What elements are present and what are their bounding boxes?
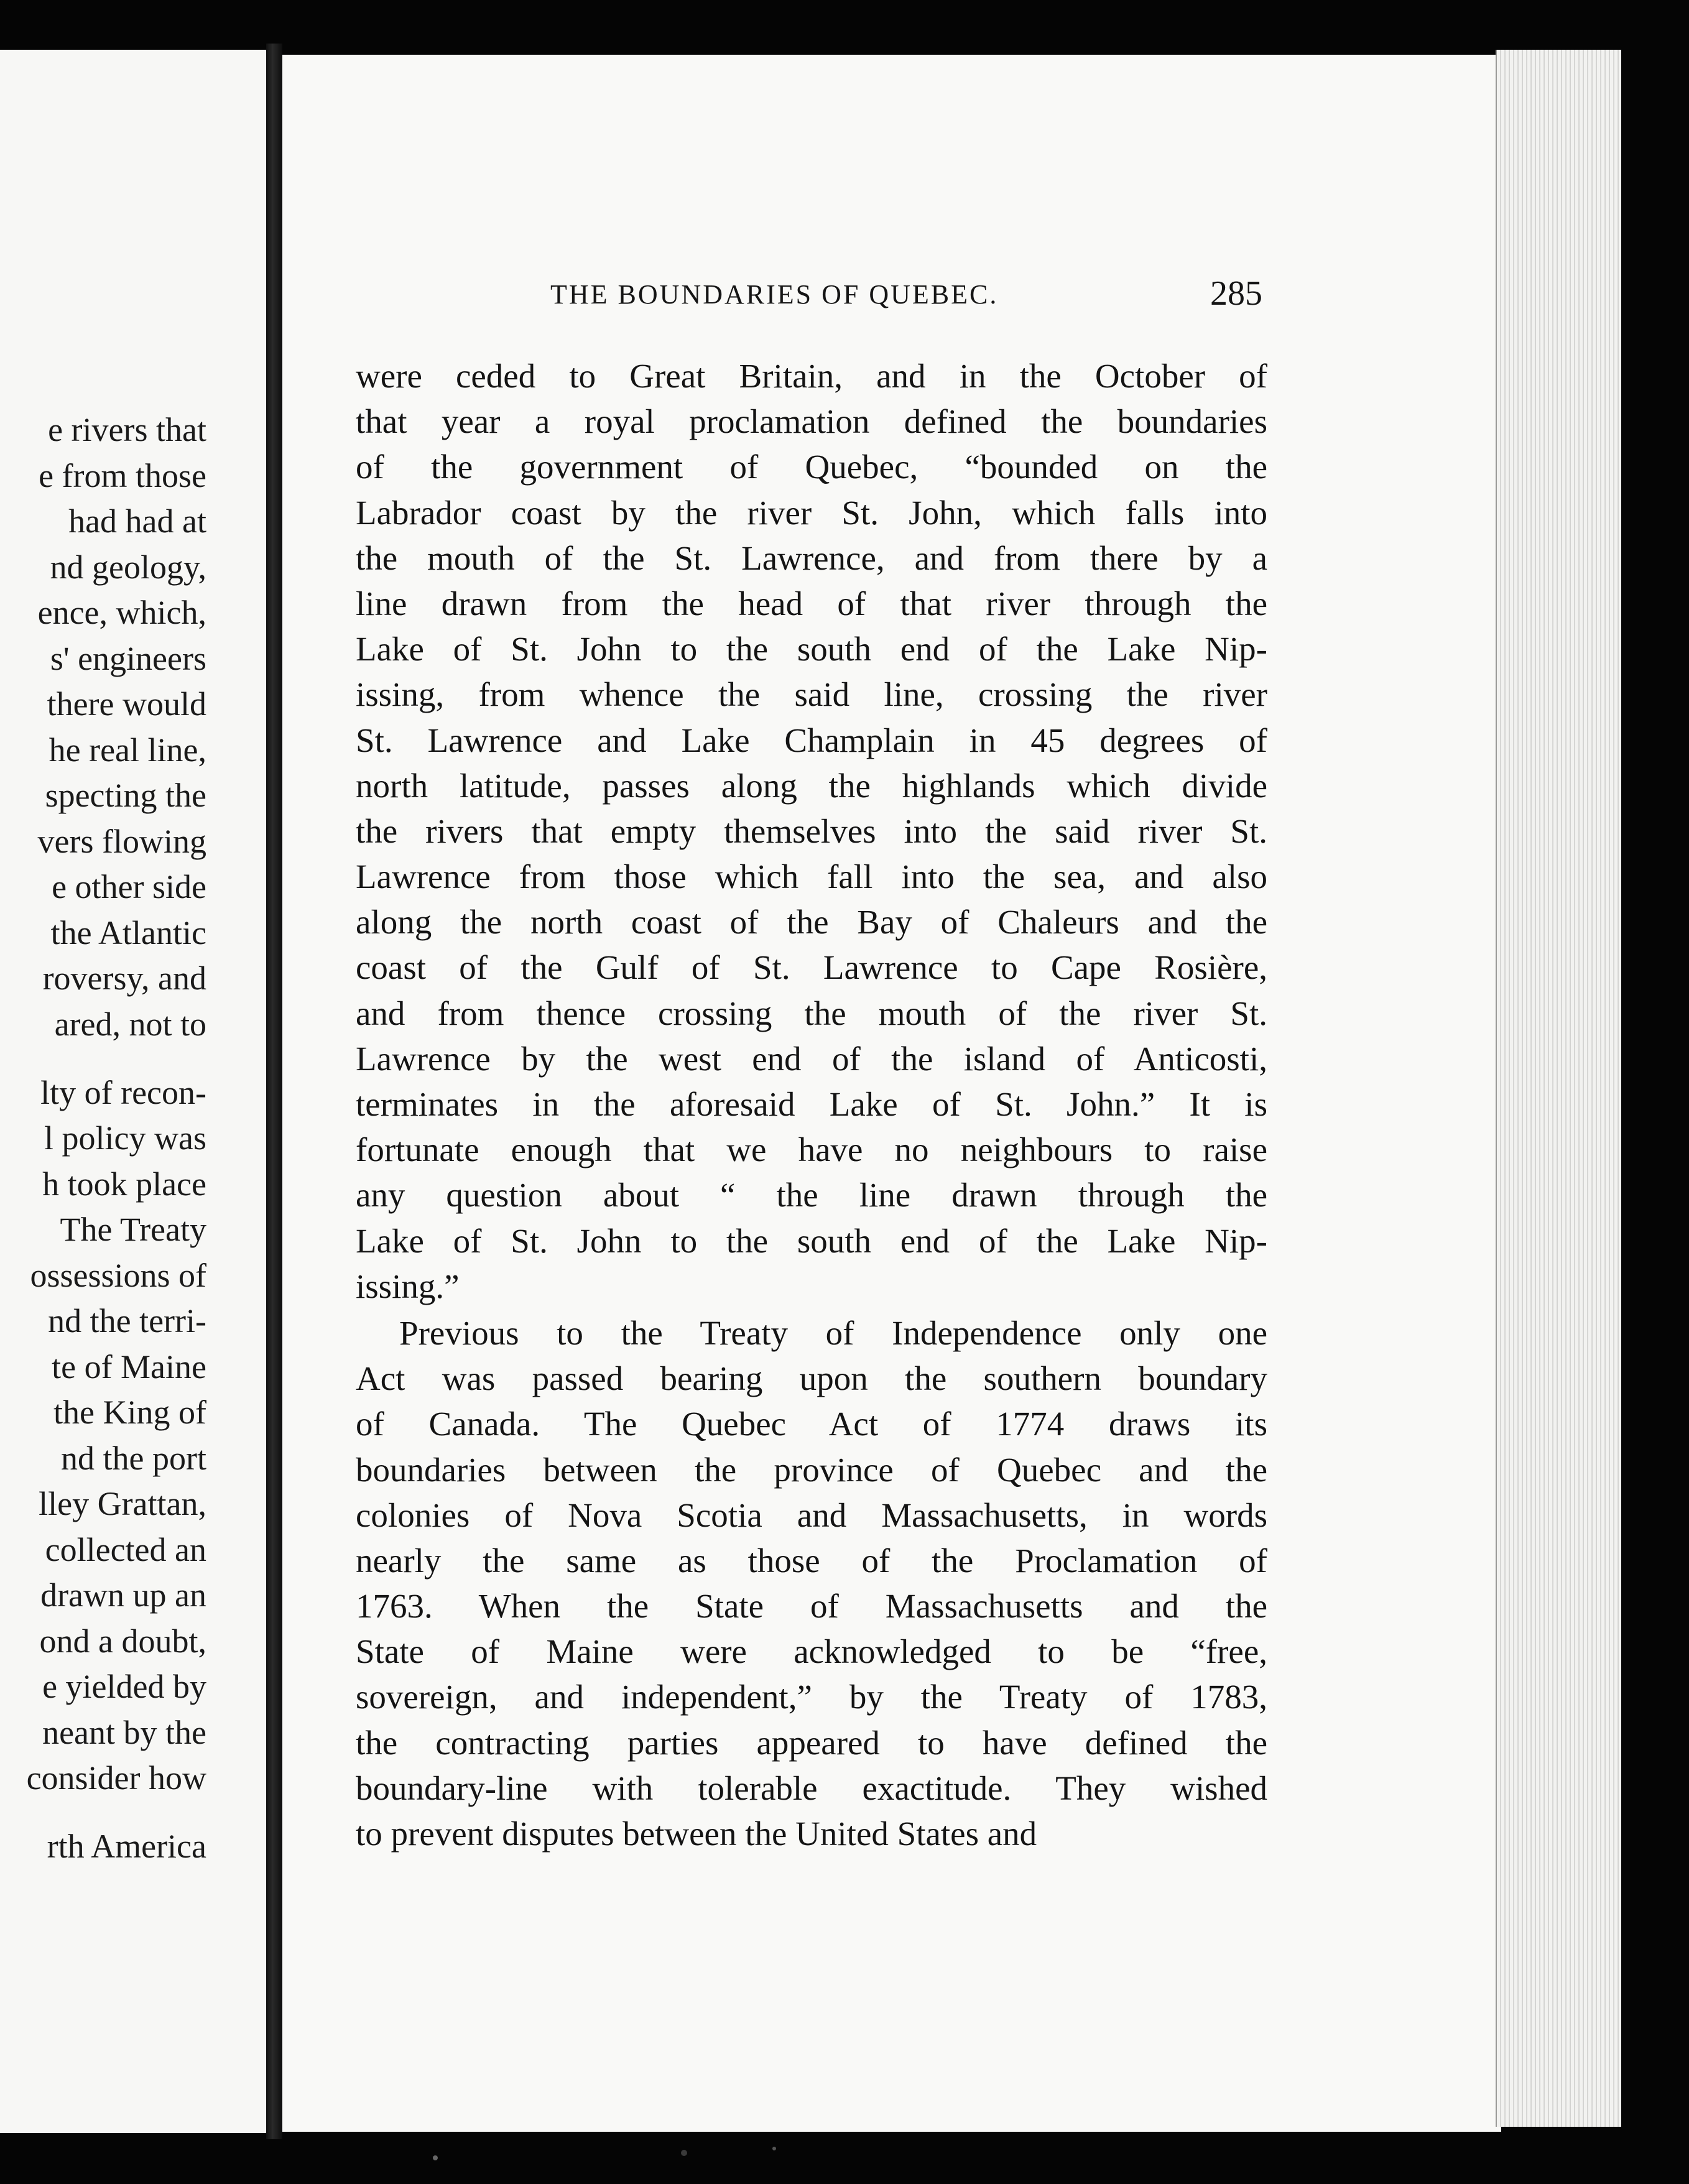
paragraph bbox=[356, 353, 1267, 1309]
left-line: e rivers that bbox=[48, 411, 206, 448]
text-line: St. Lawrence and Lake Champlain in 45 degrees of bbox=[356, 721, 1267, 759]
left-line: ossessions of bbox=[30, 1256, 206, 1294]
text-line: that year a royal proclamation defined the boundaries bbox=[356, 402, 1267, 441]
text-line: issing.” bbox=[356, 1267, 460, 1305]
book-gutter bbox=[266, 44, 282, 2139]
text-line: coast of the Gulf of St. Lawrence to Cape Rosière, bbox=[356, 948, 1267, 987]
left-line: drawn up an bbox=[40, 1576, 206, 1614]
left-line: ared, not to bbox=[54, 1005, 206, 1043]
left-line: ence, which, bbox=[37, 594, 206, 631]
text-line: the rivers that empty themselves into the said river St. bbox=[356, 812, 1267, 850]
speck bbox=[681, 2150, 687, 2156]
page-header bbox=[354, 274, 1262, 317]
left-line: neant by the bbox=[42, 1713, 206, 1751]
left-line: he real line, bbox=[49, 731, 206, 769]
left-line: nd the port bbox=[61, 1439, 206, 1477]
left-line: the King of bbox=[53, 1394, 206, 1431]
left-line: there would bbox=[47, 685, 206, 723]
text-line: Act was passed bearing upon the southern boundary bbox=[356, 1359, 1267, 1398]
text-line: Labrador coast by the river St. John, which falls into bbox=[356, 493, 1267, 532]
paragraph bbox=[356, 1310, 1267, 1856]
page-number: 285 bbox=[1210, 274, 1262, 313]
text-line: 1763. When the State of Massachusetts and the bbox=[356, 1587, 1267, 1626]
text-line: Lake of St. John to the south end of the Lake Nip- bbox=[356, 1221, 1267, 1260]
left-line: e yielded by bbox=[42, 1668, 206, 1705]
text-line: Lawrence by the west end of the island of Anticosti, bbox=[356, 1039, 1267, 1078]
left-line: rth America bbox=[47, 1828, 206, 1865]
text-line: Lawrence from those which fall into the sea, and also bbox=[356, 858, 1267, 896]
text-line: line drawn from the head of that river through the bbox=[356, 584, 1267, 622]
speck bbox=[772, 2147, 776, 2150]
left-line: vers flowing bbox=[37, 822, 206, 860]
text-line: Lake of St. John to the south end of the Lake Nip- bbox=[356, 630, 1267, 669]
text-line: were ceded to Great Britain, and in the October of bbox=[356, 357, 1267, 395]
text-line: to prevent disputes between the United States and bbox=[356, 1815, 1037, 1853]
text-line: nearly the same as those of the Proclamation of bbox=[356, 1541, 1267, 1580]
text-line: the mouth of the St. Lawrence, and from there by a bbox=[356, 539, 1267, 577]
left-line: The Treaty bbox=[60, 1211, 206, 1248]
text-line: of the government of Quebec, “bounded on the bbox=[356, 448, 1267, 486]
text-line: boundary-line with tolerable exactitude. They wished bbox=[356, 1769, 1267, 1807]
text-line: Previous to the Treaty of Independence only one bbox=[399, 1313, 1267, 1352]
text-line: the contracting parties appeared to have defined the bbox=[356, 1723, 1267, 1762]
text-line: State of Maine were acknowledged to be “free, bbox=[356, 1632, 1267, 1671]
left-line: roversy, and bbox=[42, 960, 206, 997]
text-line: any question about “ the line drawn through the bbox=[356, 1176, 1267, 1215]
left-line: had had at bbox=[68, 502, 206, 540]
body-text bbox=[356, 353, 1267, 1856]
left-page bbox=[0, 50, 269, 2133]
left-line: e other side bbox=[52, 868, 206, 905]
left-line: s' engineers bbox=[50, 639, 206, 677]
left-line: nd geology, bbox=[50, 548, 206, 586]
left-line: h took place bbox=[42, 1165, 206, 1203]
speck bbox=[433, 2155, 438, 2160]
page-edges bbox=[1496, 50, 1621, 2127]
text-line: issing, from whence the said line, crossing the river bbox=[356, 675, 1267, 714]
left-line: l policy was bbox=[44, 1119, 206, 1157]
text-line: and from thence crossing the mouth of the river St. bbox=[356, 994, 1267, 1032]
text-line: sovereign, and independent,” by the Treaty of 1783, bbox=[356, 1678, 1267, 1716]
left-line: collected an bbox=[45, 1530, 206, 1568]
left-line: te of Maine bbox=[52, 1348, 206, 1386]
left-page-text bbox=[0, 407, 206, 1870]
left-line: consider how bbox=[26, 1759, 206, 1797]
text-line: colonies of Nova Scotia and Massachusetts, in words bbox=[356, 1496, 1267, 1534]
left-line: lley Grattan, bbox=[39, 1485, 206, 1522]
left-line: specting the bbox=[45, 777, 206, 814]
text-line: north latitude, passes along the highlands which divide bbox=[356, 766, 1267, 805]
left-line: ond a doubt, bbox=[39, 1622, 206, 1660]
left-line: e from those bbox=[39, 456, 206, 494]
text-line: of Canada. The Quebec Act of 1774 draws its bbox=[356, 1405, 1267, 1443]
text-line: terminates in the aforesaid Lake of St. John.” It is bbox=[356, 1085, 1267, 1123]
left-line: nd the terri- bbox=[48, 1302, 206, 1340]
left-line: lty of recon- bbox=[40, 1073, 206, 1111]
text-line: along the north coast of the Bay of Chaleurs and the bbox=[356, 903, 1267, 942]
running-title: THE BOUNDARIES OF QUEBEC. bbox=[550, 279, 999, 310]
text-line: fortunate enough that we have no neighbours to raise bbox=[356, 1131, 1267, 1169]
left-line: the Atlantic bbox=[50, 914, 206, 951]
text-line: boundaries between the province of Quebec and the bbox=[356, 1450, 1267, 1489]
